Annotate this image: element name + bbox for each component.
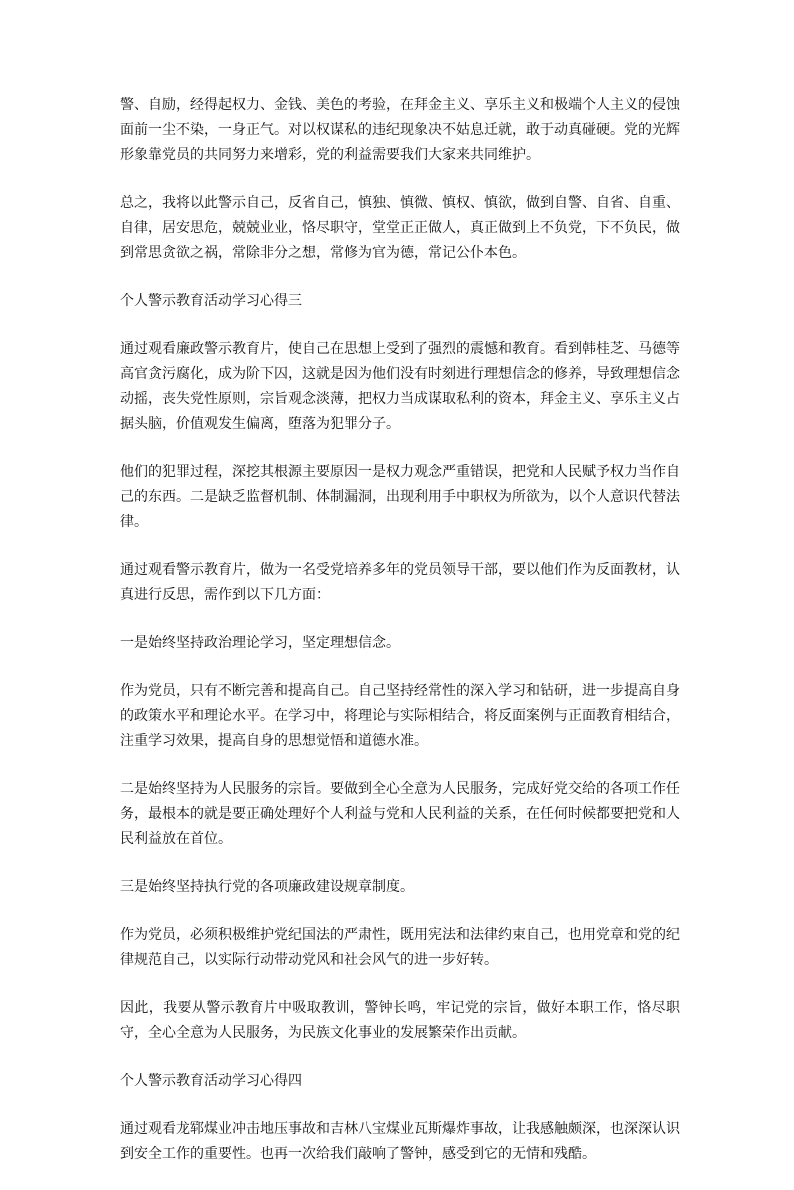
paragraph: 因此，我要从警示教育片中吸取教训，警钟长鸣，牢记党的宗旨，做好本职工作，恪尽职守，全心全意为人民服务，为民族文化事业的发展繁荣作出贡献。 [120,1000,680,1041]
paragraph: 通过观看警示教育片，做为一名受党培养多年的党员领导干部，要以他们作为反面教材，认真进行反思，需作到以下几方面： [120,562,680,603]
document-page [120,93,680,1190]
paragraph: 作为党员，只有不断完善和提高自己。自己坚持经常性的深入学习和钻研，进一步提高自身的政策水平和理论水平。在学习中，将理论与实际相结合，将反面案例与正面教育相结合，注重学习效果，提高自身的思想觉悟和道德水准。 [120,683,680,749]
paragraph: 警、自励，经得起权力、金钱、美色的考验，在拜金主义、享乐主义和极端个人主义的侵蚀面前一尘不染，一身正气。对以权谋私的违纪现象决不姑息迁就，敢于动真碰硬。党的光辉形象靠党员的共同努力来增彩，党的利益需要我们大家来共同维护。 [120,97,680,163]
paragraph: 通过观看廉政警示教育片，使自己在思想上受到了强烈的震憾和教育。看到韩桂芝、马德等高官贪污腐化，成为阶下囚，这就是因为他们没有时刻进行理想信念的修养，导致理想信念动摇，丧失党性原则，宗旨观念淡薄，把权力当成谋取私利的资本，拜金主义、享乐主义占据头脑，价值观发生偏离，堕落为犯罪分子。 [120,341,680,432]
point-heading: 三是始终坚持执行党的各项廉政建设规章制度。 [120,879,414,895]
paragraph: 通过观看龙郓煤业冲击地压事故和吉林八宝煤业瓦斯爆炸事故，让我感触颇深，也深深认识到安全工作的重要性。也再一次给我们敲响了警钟，感受到它的无情和残酷。 [120,1121,680,1162]
section-heading: 个人警示教育活动学习心得三 [120,293,302,309]
paragraph: 总之，我将以此警示自己，反省自己，慎独、慎微、慎权、慎欲，做到自警、自省、自重、自律，居安思危，兢兢业业，恪尽职守，堂堂正正做人，真正做到上不负党，下不负民，做到常思贪欲之祸，常除非分之想，常修为官为德，常记公仆本色。 [120,195,680,261]
paragraph: 作为党员，必须积极维护党纪国法的严肃性，既用宪法和法律约束自己，也用党章和党的纪律规范自己，以实际行动带动党风和社会风气的进一步好转。 [120,927,680,968]
point-heading: 一是始终坚持政治理论学习，坚定理想信念。 [120,635,400,651]
paragraph: 他们的犯罪过程，深挖其根源主要原因一是权力观念严重错误，把党和人民赋予权力当作自己的东西。二是缺乏监督机制、体制漏洞，出现利用手中职权为所欲为，以个人意识代替法律。 [120,464,680,530]
paragraph: 二是始终坚持为人民服务的宗旨。要做到全心全意为人民服务，完成好党交给的各项工作任务，最根本的就是要正确处理好个人利益与党和人民利益的关系，在任何时候都要把党和人民利益放在首位。 [120,781,680,847]
section-heading: 个人警示教育活动学习心得四 [120,1073,302,1089]
